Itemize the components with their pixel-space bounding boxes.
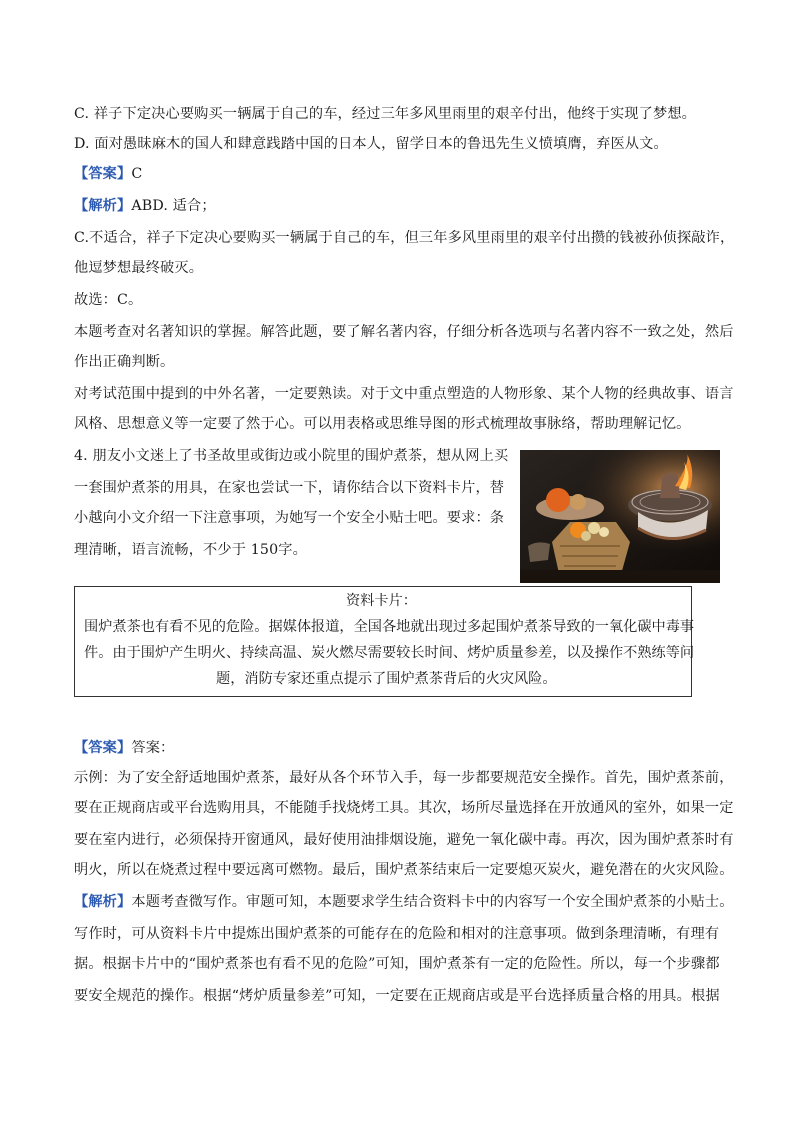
answer-value: C [131, 166, 143, 182]
analysis-line: ABD. 适合； [131, 198, 216, 214]
analysis-line: 他逗梦想最终破灭。 [74, 260, 204, 276]
answer-line: 示例：为了安全舒适地围炉煮茶，最好从各个环节入手，每一步都要规范安全操作。首先，围炉煮茶前， [74, 770, 734, 786]
q4-question-line: 小越向小文介绍一下注意事项，为她写一个安全小贴士吧。要求：条 [74, 510, 505, 526]
answer-line: 要在正规商店或平台选购用具，不能随手找烧烤工具。其次，场所尽量选择在开放通风的室外，如果一定 [74, 800, 734, 816]
analysis-line: 要安全规范的操作。根据“烤炉质量参差”可知，一定要在正规商店或是平台选择质量合格的用具。根据 [74, 988, 720, 1004]
answer-intro: 答案： [131, 740, 175, 756]
q4-analysis-first [74, 892, 734, 912]
answer-tag: 【答案】 [74, 166, 132, 182]
q4-question-line: 4. 朋友小文迷上了书圣故里或街边或小院里的围炉煮茶，想从网上买 [74, 448, 509, 464]
analysis-line: 据。根据卡片中的“围炉煮茶也有看不见的危险”可知，围炉煮茶有一定的危险性。所以，每一个步骤都 [74, 956, 720, 972]
analysis-line: C.不适合，祥子下定决心要购买一辆属于自己的车，但三年多风里雨里的艰辛付出攒的钱被孙侦探敲诈， [74, 230, 735, 246]
tea-stove-illustration [520, 450, 720, 583]
analysis-tag: 【解析】 [74, 894, 132, 910]
analysis-tag: 【解析】 [74, 198, 132, 214]
q3-answer [74, 164, 142, 184]
analysis-line: 本题考查对名著知识的掌握。解答此题，要了解名著内容，仔细分析各选项与名著内容不一致之处，然后 [74, 324, 734, 340]
card-title: 资料卡片： [346, 593, 417, 609]
q3-analysis-first [74, 196, 216, 216]
card-line: 围炉煮茶也有看不见的危险。据媒体报道，全国各地就出现过多起围炉煮茶导致的一氧化碳中毒事 [84, 619, 695, 635]
resource-card [74, 586, 695, 697]
card-line: 件。由于围炉产生明火、持续高温、炭火燃尽需要较长时间、烤炉质量参差，以及操作不熟练等问 [84, 645, 695, 661]
q4-answer [74, 738, 174, 758]
analysis-line: 风格、思想意义等一定要了然于心。可以用表格或思维导图的形式梳理故事脉络，帮助理解记忆。 [74, 416, 691, 432]
analysis-line: 对考试范围中提到的中外名著，一定要熟读。对于文中重点塑造的人物形象、某个人物的经典故事、语言 [74, 386, 734, 402]
analysis-line: 本题考查微写作。审题可知，本题要求学生结合资料卡中的内容写一个安全围炉煮茶的小贴士。 [131, 894, 734, 910]
card-line: 题，消防专家还重点提示了围炉煮茶背后的火灾风险。 [216, 671, 557, 687]
q4-question-line: 理清晰，语言流畅，不少于 150字。 [74, 542, 307, 558]
q4-question-line: 一套围炉煮茶的用具，在家也尝试一下，请你结合以下资料卡片，替 [74, 480, 505, 496]
option-c: C. 祥子下定决心要购买一辆属于自己的车，经过三年多风里雨里的艰辛付出，他终于实现了梦想。 [74, 106, 696, 122]
analysis-line: 写作时，可从资料卡片中提炼出围炉煮茶的可能存在的危险和相对的注意事项。做到条理清晰，有理有 [74, 926, 720, 942]
tea-stove-photo [520, 450, 720, 583]
answer-tag: 【答案】 [74, 740, 132, 756]
answer-line: 明火，所以在烧煮过程中要远离可燃物。最后，围炉煮茶结束后一定要熄灭炭火，避免潜在的火灾风险。 [74, 862, 734, 878]
analysis-line: 作出正确判断。 [74, 354, 175, 370]
option-d: D. 面对愚昧麻木的国人和肆意践踏中国的日本人，留学日本的鲁迅先生义愤填膺，弃医从文。 [74, 136, 668, 152]
answer-line: 要在室内进行，必须保持开窗通风，最好使用油排烟设施，避免一氧化碳中毒。再次，因为围炉煮茶时有 [74, 832, 734, 848]
analysis-line: 故选：C。 [74, 292, 143, 308]
